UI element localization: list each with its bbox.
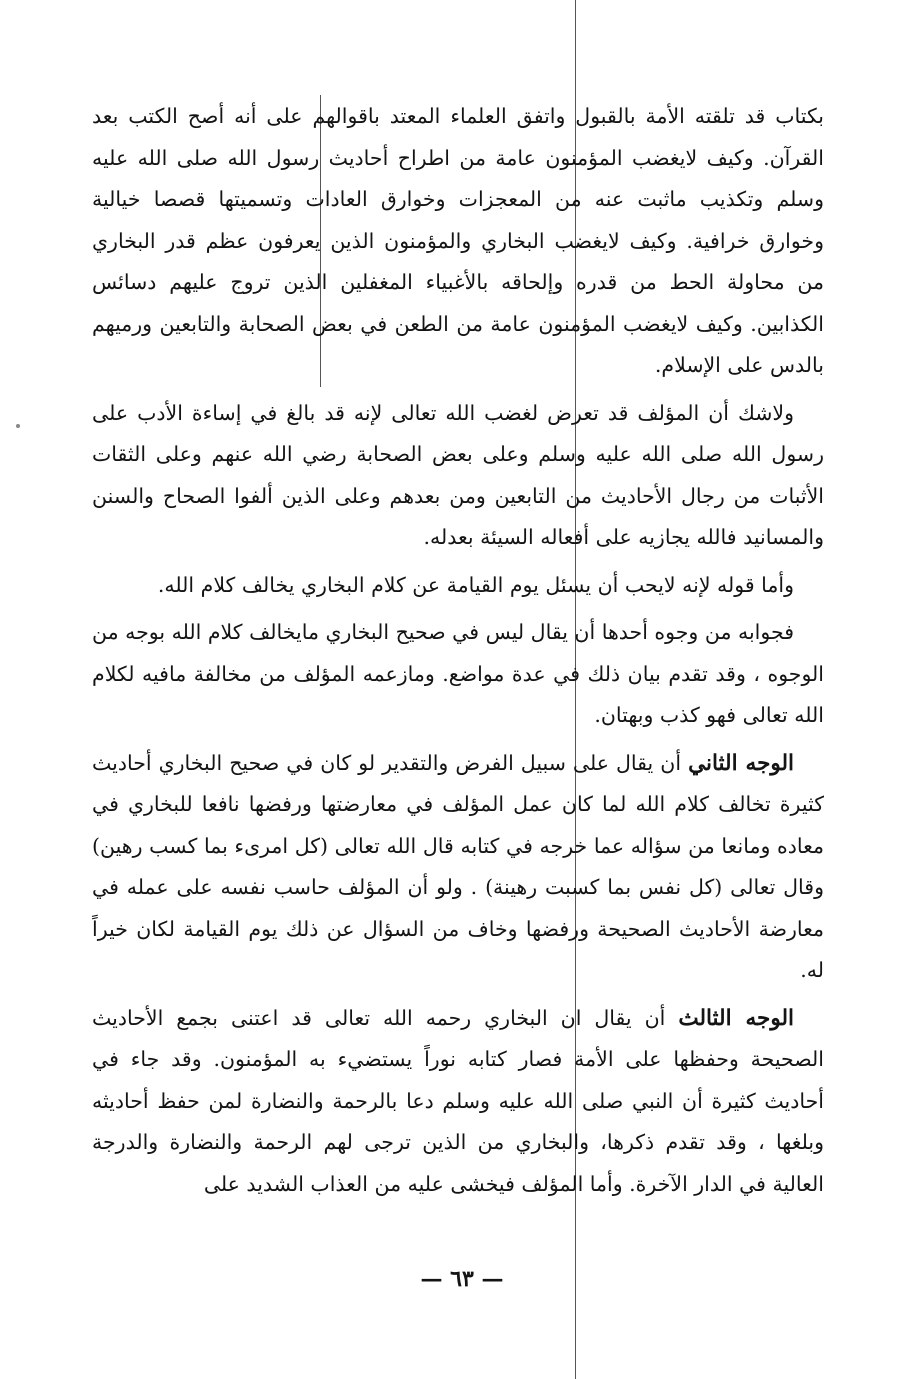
paragraph-3 xyxy=(92,565,824,607)
paragraph-5-text: أن يقال على سبيل الفرض والتقدير لو كان في صحيح البخاري أحاديث كثيرة تخالف كلام الله لما كان عمل المؤلف في معارضتها ورفضها نافعا للبخاري في معاده ومانعا من سؤاله عما خرجه في كتابه قال الله تعالى (كل امرىء بما كسب رهين) وقال تعالى (كل نفس بما كسبت رهينة) . ولو أن المؤلف حاسب نفسه على عمله في معارضة الأحاديث الصحيحة ورفضها وخاف من السؤال عن ذلك يوم القيامة لكان خيراً له. xyxy=(92,750,824,982)
paragraph-6-heading: الوجه الثالث xyxy=(678,1005,794,1031)
paragraph-5-heading: الوجه الثاني xyxy=(688,750,794,776)
paragraph-6-text: أن يقال ان البخاري رحمه الله تعالى قد اعتنى بجمع الأحاديث الصحيحة وحفظها على الأمة فصار كتابه نوراً يستضيء به المؤمنون. وقد جاء في أحاديث كثيرة أن النبي صلى الله عليه وسلم دعا بالرحمة والنضارة لمن حفظ أحاديثه وبلغها ، وقد تقدم ذكرها، والبخاري من الذين ترجى لهم الرحمة والنضارة والدرجة العالية في الدار الآخرة. وأما المؤلف فيخشى عليه من العذاب الشديد على xyxy=(92,1005,824,1196)
paragraph-1-text: بكتاب قد تلقته الأمة بالقبول واتفق العلماء المعتد باقوالهم على أنه أصح الكتب بعد القرآن. وكيف لايغضب المؤمنون عامة من اطراح أحاديث رسول الله صلى الله عليه وسلم وتكذيب ماثبت عنه من المعجزات وخوارق العادات وتسميتها قصصا خيالية وخوارق خرافية. وكيف لايغضب البخاري والمؤمنون الذين يعرفون عظم قدر البخاري من محاولة الحط من قدره وإلحاقه بالأغبياء المغفلين الذين تروج عليهم دسائس الكذابين. وكيف لايغضب المؤمنون عامة من الطعن في بعض الصحابة والتابعين ورميهم بالدس على الإسلام. xyxy=(92,104,824,377)
paragraph-4 xyxy=(92,612,824,737)
scan-speck xyxy=(16,424,20,428)
body-text xyxy=(92,96,824,1205)
paragraph-2-text: ولاشك أن المؤلف قد تعرض لغضب الله تعالى لإنه قد بالغ في إساءة الأدب على رسول الله صلى الله عليه وسلم وعلى بعض الصحابة رضي الله عنهم وعلى الثقات الأثبات من رجال الأحاديث من التابعين ومن بعدهم وعلى الذين ألفوا الصحاح والسنن والمسانيد فالله يجازيه على أفعاله السيئة بعدله. xyxy=(92,400,824,549)
paragraph-3-text: وأما قوله لإنه لايحب أن يسئل يوم القيامة عن كلام البخاري يخالف كلام الله. xyxy=(157,572,794,597)
paragraph-2 xyxy=(92,393,824,559)
paragraph-5 xyxy=(92,743,824,992)
paragraph-4-text: فجوابه من وجوه أحدها أن يقال ليس في صحيح البخاري مايخالف كلام الله بوجه من الوجوه ، وقد تقدم بيان ذلك في عدة مواضع. ومازعمه المؤلف من مخالفة مافيه لكلام الله تعالى فهو كذب وبهتان. xyxy=(92,620,824,727)
paragraph-1 xyxy=(92,96,824,387)
page-number: — ٦٣ — xyxy=(420,1266,504,1292)
paragraph-6 xyxy=(92,998,824,1206)
